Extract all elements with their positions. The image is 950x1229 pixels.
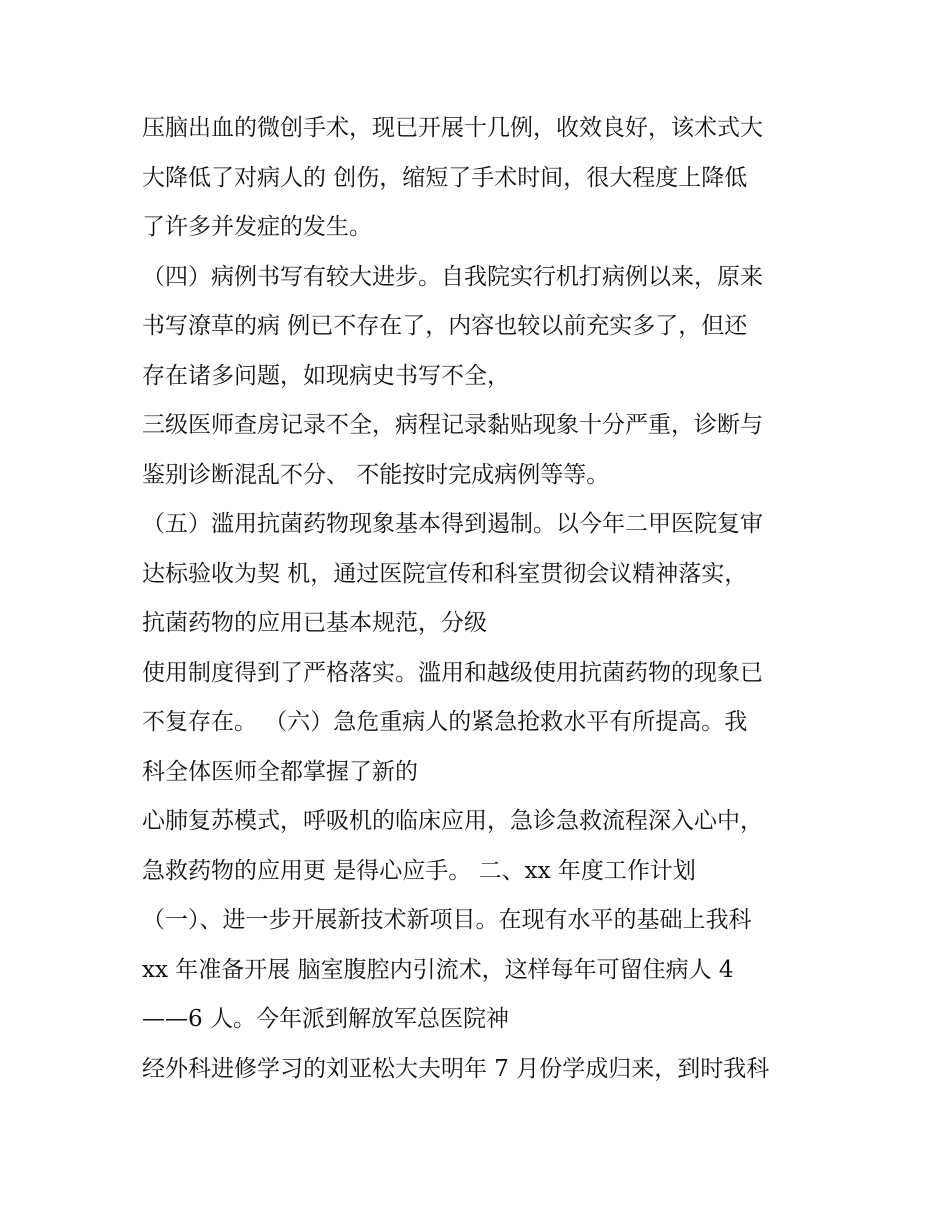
- text-line: （五）滥用抗菌药物现象基本得到遏制。以今年二甲医院复审: [142, 511, 763, 537]
- text-line: （四）病例书写有较大进步。自我院实行机打病例以来，原来: [142, 263, 763, 290]
- text-line: 存在诸多问题，如现病史书写不全，: [142, 362, 510, 389]
- text-line: 达标验收为契 机，通过医院宣传和科室贯彻会议精神落实，: [142, 560, 748, 587]
- text-line: 了许多并发症的发生。: [142, 214, 372, 240]
- text-line: ——6 人。今年派到解放军总医院神: [142, 1006, 509, 1032]
- text-line: 鉴别诊断混乱不分、 不能按时完成病例等等。: [142, 461, 610, 488]
- text-line: 科全体医师全都掌握了新的: [142, 758, 418, 785]
- text-line: 压脑出血的微创手术，现已开展十几例，收效良好，该术式大: [142, 115, 763, 141]
- text-line: 使用制度得到了严格落实。滥用和越级使用抗菌药物的现象已: [142, 659, 763, 686]
- text-line: 大降低了对病人的 创伤，缩短了手术时间，很大程度上降低: [142, 164, 748, 191]
- text-line: 三级医师查房记录不全，病程记录黏贴现象十分严重，诊断与: [142, 412, 763, 438]
- text-line: 急救药物的应用更 是得心应手。 二、xx 年度工作计划: [142, 857, 696, 884]
- text-line: 经外科进修学习的刘亚松大夫明年 7 月份学成归来，到时我科: [142, 1055, 770, 1082]
- text-line: 不复存在。 （六）急危重病人的紧急抢救水平有所提高。我: [142, 709, 748, 735]
- text-line: 心肺复苏模式，呼吸机的临床应用，急诊急救流程深入心中，: [142, 808, 763, 834]
- text-line: xx 年准备开展 脑室腹腔内引流术，这样每年可留住病人 4: [142, 956, 734, 983]
- text-line: 书写潦草的病 例已不存在了，内容也较以前充实多了，但还: [142, 313, 748, 339]
- document-body: [142, 104, 822, 1094]
- text-line: （一）、进一步开展新技术新项目。在现有水平的基础上我科: [142, 907, 752, 933]
- text-line: 抗菌药物的应用已基本规范，分级: [142, 610, 487, 636]
